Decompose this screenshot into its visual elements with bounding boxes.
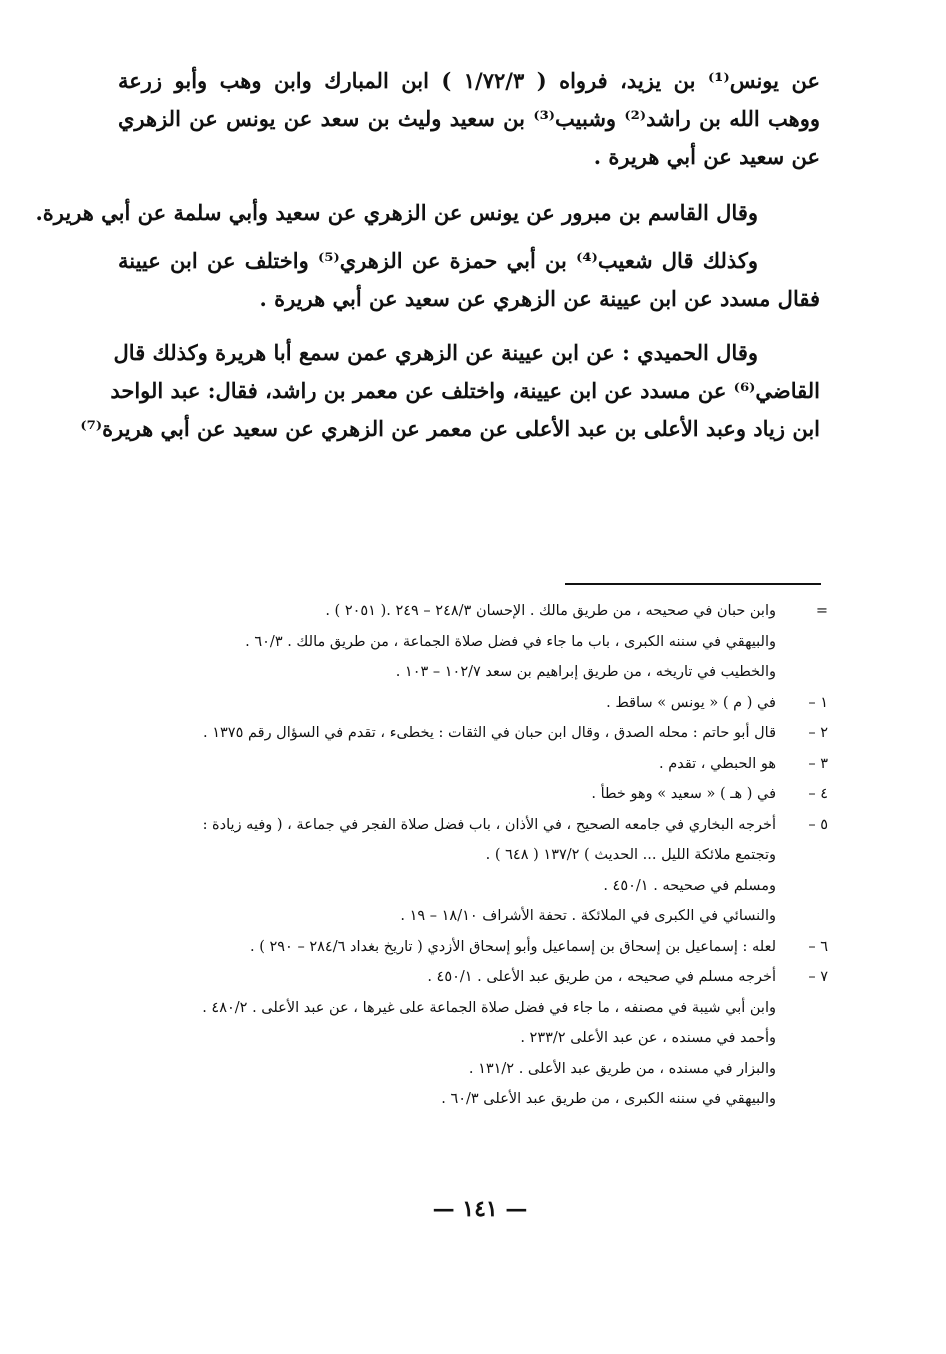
footnote-text: في ( م ) « يونس » ساقط . (606, 694, 776, 711)
footnote-text: أخرجه مسلم في صحيحه ، من طريق عبد الأعلى . ٤٥٠/١ . (427, 969, 776, 985)
paragraph (80, 334, 820, 448)
footnote-text: لعله : إسماعيل بن إسحاق بن إسماعيل وأبو إسحاق الأزدي ( تاريخ بغداد ٢٨٤/٦ – ٢٩٠ ) . (250, 938, 776, 955)
footnote (128, 779, 828, 810)
footnote-number: ٧ – (808, 969, 828, 985)
footnotes (128, 596, 828, 1115)
footnote (128, 962, 828, 993)
footnote-text: أخرجه البخاري في جامعه الصحيح ، في الأذان ، باب فضل صلاة الفجر في جماعة ، ( وفيه زيادة : (202, 816, 776, 833)
text-line: وقال الحميدي : عن ابن عيينة عن الزهري عمن سمع أبا هريرة وكذلك قال (113, 340, 758, 365)
main-text (35, 62, 820, 458)
footnote-text: في ( هـ ) « سعيد » وهو خطأ . (591, 786, 776, 802)
footnote-text: والبيهقي في سننه الكبرى ، باب ما جاء في فضل صلاة الجماعة ، من طريق مالك . ٦٠/٣ . (245, 633, 776, 650)
footnote-text: والنسائي في الكبرى في الملائكة . تحفة الأشراف ١٨/١٠ – ١٩ . (400, 908, 776, 924)
footnote (128, 871, 828, 902)
footnote (128, 840, 828, 871)
footnote (128, 627, 828, 658)
footnote (128, 810, 828, 841)
footnote-number: ٣ – (808, 755, 828, 772)
footnote-text: وتجتمع ملائكة الليل ... الحديث ) ١٣٧/٢ ( ٦٤٨ ) . (485, 847, 776, 863)
footnote (128, 1084, 828, 1115)
footnote (128, 1054, 828, 1085)
footnote-number: ٦ – (808, 938, 828, 955)
footnote-number (776, 1023, 828, 1054)
footnote-text: وأحمد في مسنده ، عن عبد الأعلى ٢٣٣/٢ . (520, 1030, 776, 1046)
footnote-number: ١ – (808, 694, 828, 711)
paragraph (118, 242, 820, 318)
footnote-number (776, 1054, 828, 1085)
footnote (128, 688, 828, 719)
footnote-text: وابن حبان في صحيحه ، من طريق مالك . الإحسان ٢٤٨/٣ – ٢٤٩ .( ٢٠٥١ ) . (325, 603, 776, 619)
footnote-number: ٤ – (808, 786, 828, 802)
paragraph (118, 62, 820, 176)
footnote-number: ٢ – (808, 725, 828, 741)
footnote (128, 993, 828, 1024)
text-line: وقال القاسم بن مبرور عن يونس عن الزهري عن سعيد وأبي سلمة عن أبي هريرة. (35, 200, 758, 225)
footnote-text: قال أبو حاتم : محله الصدق ، وقال ابن حبان في الثقات : يخطىء ، تقدم في السؤال رقم ١٣٧٥ . (203, 725, 776, 741)
footnote-text: وابن أبي شيبة في مصنفه ، ما جاء في فضل صلاة الجماعة على غيرها ، عن عبد الأعلى . ٤٨٠/٢ . (202, 999, 776, 1016)
footnote-text: والبزار في مسنده ، من طريق عبد الأعلى . ١٣١/٢ . (468, 1060, 776, 1077)
footnote (128, 901, 828, 932)
text-line: عن يونس⁽¹⁾ بن يزيد، فرواه ( ١/٧٢/٣ ) ابن المبارك وابن وهب وأبو زرعة (118, 68, 820, 93)
text-line: فقال مسدد عن ابن عيينة عن الزهري عن سعيد عن أبي هريرة . (259, 286, 820, 311)
text-line: عن سعيد عن أبي هريرة . (593, 144, 820, 169)
footnote (128, 749, 828, 780)
footnote (128, 596, 828, 627)
footnote-number (776, 1084, 828, 1115)
footnote-number (776, 657, 828, 688)
footnote-text: والبيهقي في سننه الكبرى ، من طريق عبد الأعلى ٦٠/٣ . (441, 1091, 776, 1107)
footnote (128, 1023, 828, 1054)
footnote-number (776, 627, 828, 658)
footnote-number (776, 871, 828, 902)
footnote-text: والخطيب في تاريخه ، من طريق إبراهيم بن سعد ١٠٢/٧ – ١٠٣ . (395, 664, 776, 680)
text-line: ووهب الله بن راشد⁽²⁾ وشبيب⁽³⁾ بن سعيد وليث بن سعد عن يونس عن الزهري (118, 106, 820, 131)
page-number: — ١٤١ — (432, 1196, 528, 1222)
footnote (128, 718, 828, 749)
footnote-number (776, 901, 828, 932)
footnote-number (776, 840, 828, 871)
footnote (128, 932, 828, 963)
footnote-text: ومسلم في صحيحه . ٤٥٠/١ . (603, 877, 776, 894)
paragraph (35, 194, 820, 232)
footnote-text: هو الحبطي ، تقدم . (659, 755, 776, 772)
footnote (128, 657, 828, 688)
text-line: القاضي⁽⁶⁾ عن مسدد عن ابن عيينة، واختلف عن معمر بن راشد، فقال: عبد الواحد (110, 378, 820, 403)
text-line: وكذلك قال شعيب⁽⁴⁾ بن أبي حمزة عن الزهري⁽⁵⁾ واختلف عن ابن عيينة (118, 248, 759, 273)
footnote-number: ٥ – (808, 816, 828, 833)
footnote-separator (565, 583, 821, 585)
footnote-number: = (815, 603, 828, 619)
text-line: ابن زياد وعبد الأعلى بن عبد الأعلى عن معمر عن الزهري عن سعيد عن أبي هريرة⁽⁷⁾ (80, 416, 820, 441)
footnote-number (776, 993, 828, 1024)
